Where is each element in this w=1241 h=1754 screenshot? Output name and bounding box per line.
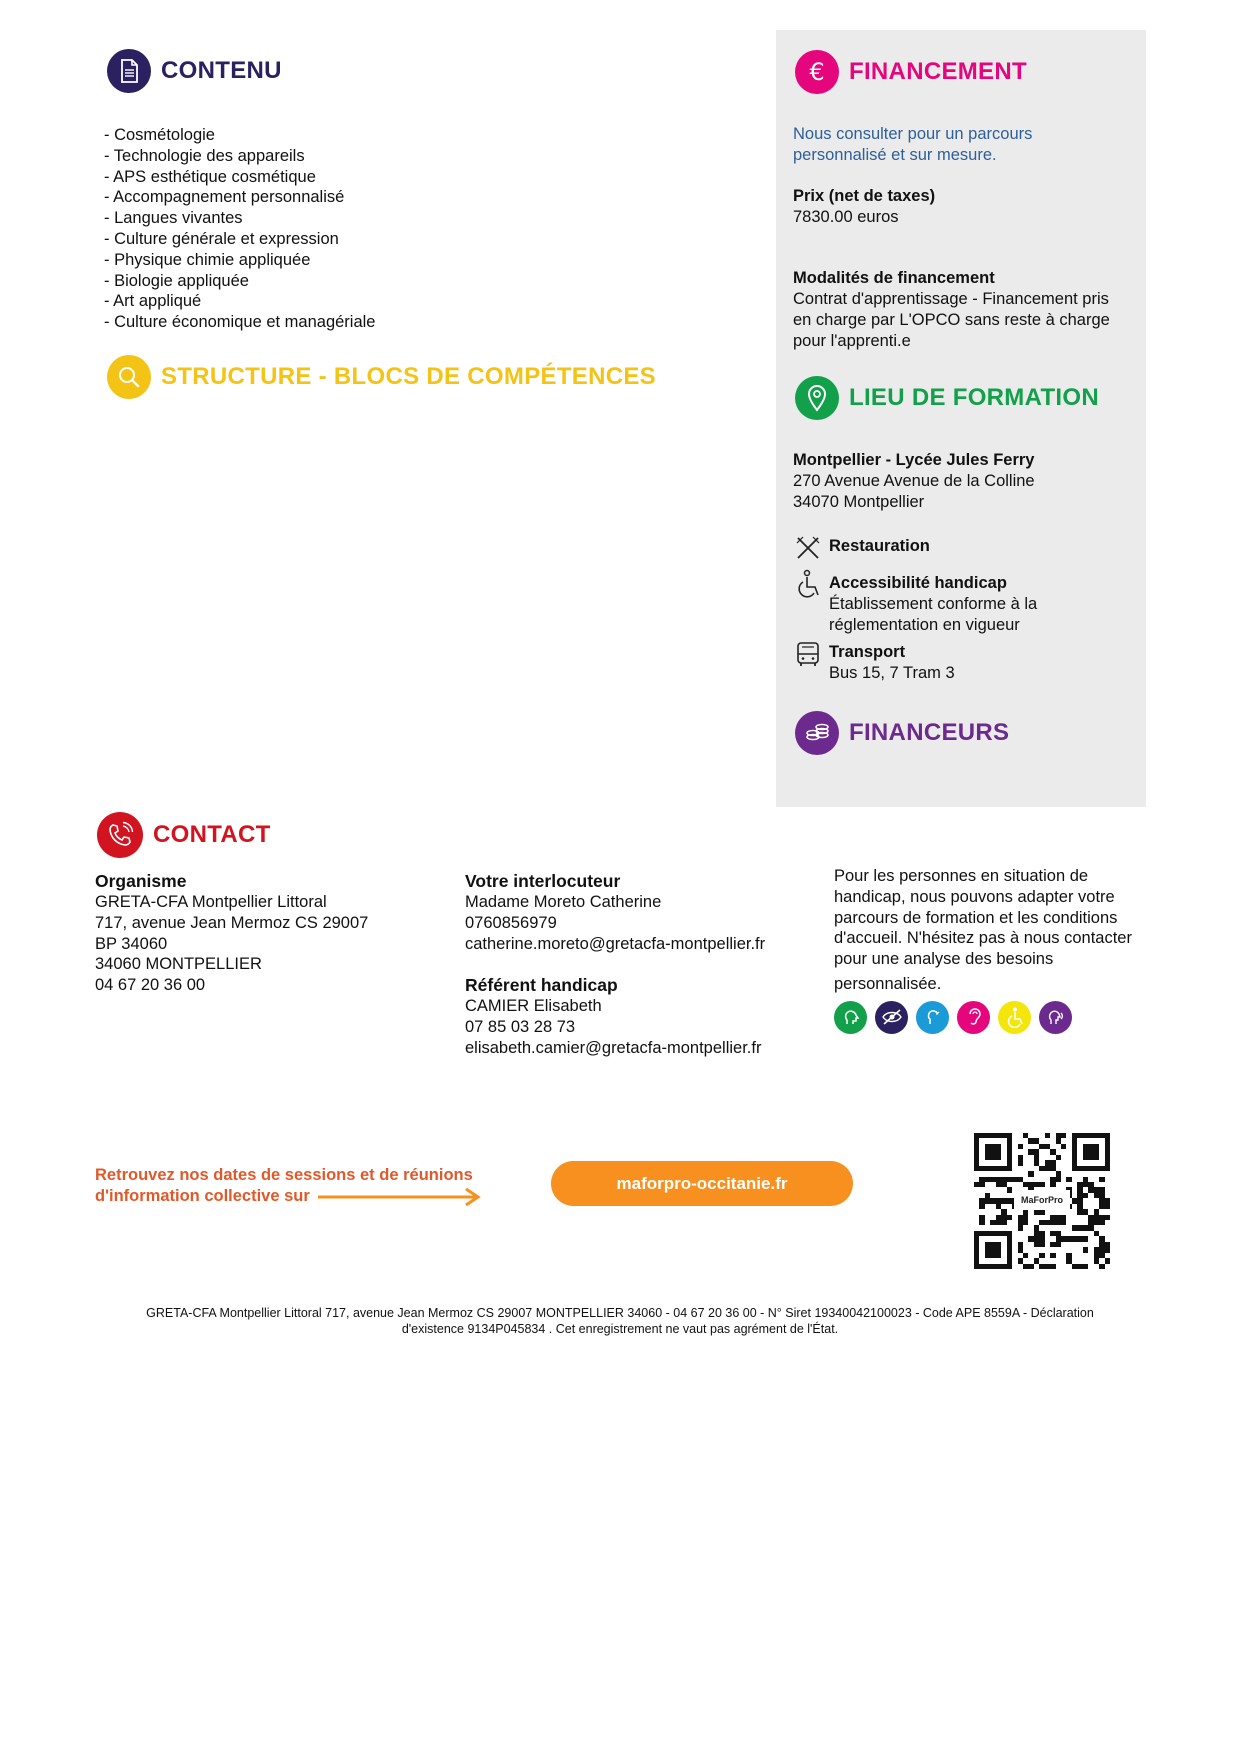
psychic-disability-icon <box>916 1001 949 1034</box>
list-item: - Accompagnement personnalisé <box>104 188 345 207</box>
list-item: - Culture générale et expression <box>104 229 339 248</box>
list-item: - Langues vivantes <box>104 209 243 228</box>
hearing-disability-icon <box>957 1001 990 1034</box>
list-item: - Art appliqué <box>104 292 202 311</box>
interlocuteur-block: Votre interlocuteur Madame Moreto Catherine 0760856979 catherine.moreto@gretacfa-montpellier.fr Référent handicap CAMIER Elisabeth 07 85 03 28 73 elisabeth.camier@gretacfa-montpellier.fr <box>465 870 805 1059</box>
visual-disability-icon <box>875 1001 908 1034</box>
lieu-body: Montpellier - Lycée Jules Ferry 270 Avenue Avenue de la Colline 34070 Montpellier <box>793 450 1138 513</box>
bus-icon <box>793 639 823 669</box>
financement-title: FINANCEMENT <box>849 58 1027 85</box>
structure-title: STRUCTURE - BLOCS DE COMPÉTENCES <box>161 363 656 390</box>
financeurs-title: FINANCEURS <box>849 719 1010 746</box>
prix-label: Prix (net de taxes) <box>793 187 936 205</box>
referent-label: Référent handicap <box>465 975 618 996</box>
qr-code[interactable] <box>974 1133 1110 1269</box>
transport-value: Bus 15, 7 Tram 3 <box>829 664 955 682</box>
map-pin-icon <box>795 376 839 420</box>
wheelchair-icon <box>793 570 823 600</box>
phone-icon <box>97 812 143 858</box>
arrow-right-icon <box>316 1187 486 1207</box>
list-item: - Physique chimie appliquée <box>104 250 311 269</box>
handicap-block: Pour les personnes en situation de handicap, nous pouvons adapter votre parcours de formation et les conditions d'accueil. N'hésitez pas à nous contacter pour une analyse des besoins personnalisée. <box>834 866 1154 1034</box>
magnifier-icon <box>107 355 151 399</box>
accessibilite-label: Accessibilité handicap <box>829 574 1007 592</box>
transport-label: Transport <box>829 643 906 661</box>
restauration-label: Restauration <box>829 537 930 555</box>
contact-header <box>97 812 271 858</box>
lieu-header <box>795 376 1099 420</box>
prix-value: 7830.00 euros <box>793 208 899 226</box>
list-item: - Technologie des appareils <box>104 146 305 165</box>
site-name: Montpellier - Lycée Jules Ferry <box>793 451 1035 469</box>
speech-disability-icon <box>1039 1001 1072 1034</box>
list-item: - Culture économique et managériale <box>104 313 376 332</box>
modalites-label: Modalités de financement <box>793 269 995 287</box>
restauration-row <box>793 533 930 563</box>
lieu-title: LIEU DE FORMATION <box>849 384 1099 411</box>
maforpro-site-button[interactable]: maforpro-occitanie.fr <box>551 1161 853 1206</box>
financeurs-header <box>795 711 1009 755</box>
euro-icon: € <box>795 50 839 94</box>
organisme-label: Organisme <box>95 871 187 891</box>
structure-header <box>107 355 656 399</box>
accessibilite-row: Accessibilité handicap Établissement conforme à la réglementation en vigueur <box>793 570 1037 636</box>
legal-footer: GRETA-CFA Montpellier Littoral 717, avenue Jean Mermoz CS 29007 MONTPELLIER 34060 - 04 67 20 36 00 - N° Siret 19340042100023 - Code APE 8559A - Déclaration d'existence 9134P045834 . Cet enregistrement ne vaut pas agrément de l'État. <box>146 1306 1094 1336</box>
cutlery-icon <box>793 533 823 563</box>
list-item: - Biologie appliquée <box>104 271 249 290</box>
list-item: - APS esthétique cosmétique <box>104 167 316 186</box>
contenu-list <box>104 125 376 333</box>
contenu-header <box>107 49 282 93</box>
contenu-title: CONTENU <box>161 57 282 84</box>
interlocuteur-email-link[interactable]: catherine.moreto@gretacfa-montpellier.fr <box>465 934 766 953</box>
contact-title: CONTACT <box>153 821 271 848</box>
transport-row <box>793 639 955 684</box>
motor-disability-icon <box>998 1001 1031 1034</box>
list-item: - Cosmétologie <box>104 126 215 144</box>
handicap-icons <box>834 1001 1154 1034</box>
interlocuteur-label: Votre interlocuteur <box>465 871 621 891</box>
financement-intro: Nous consulter pour un parcours <box>793 125 1033 143</box>
coins-icon <box>795 711 839 755</box>
promo-text: Retrouvez nos dates de sessions et de réunions d'information collective sur <box>95 1165 515 1207</box>
financement-header <box>795 50 1027 94</box>
organisme-block: Organisme GRETA-CFA Montpellier Littoral 717, avenue Jean Mermoz CS 29007 BP 34060 34060 MONTPELLIER 04 67 20 36 00 <box>95 870 435 996</box>
mental-disability-icon <box>834 1001 867 1034</box>
document-icon <box>107 49 151 93</box>
referent-email-link[interactable]: elisabeth.camier@gretacfa-montpellier.fr <box>465 1038 762 1057</box>
qr-caption: MaForPro <box>1014 1190 1070 1210</box>
financement-body: Nous consulter pour un parcours personnalisé et sur mesure. Prix (net de taxes) 7830.00 euros Modalités de financement Contrat d'apprentissage - Financement pris en charge par L'OPCO sans reste à charge pour l'apprenti.e <box>793 124 1138 352</box>
